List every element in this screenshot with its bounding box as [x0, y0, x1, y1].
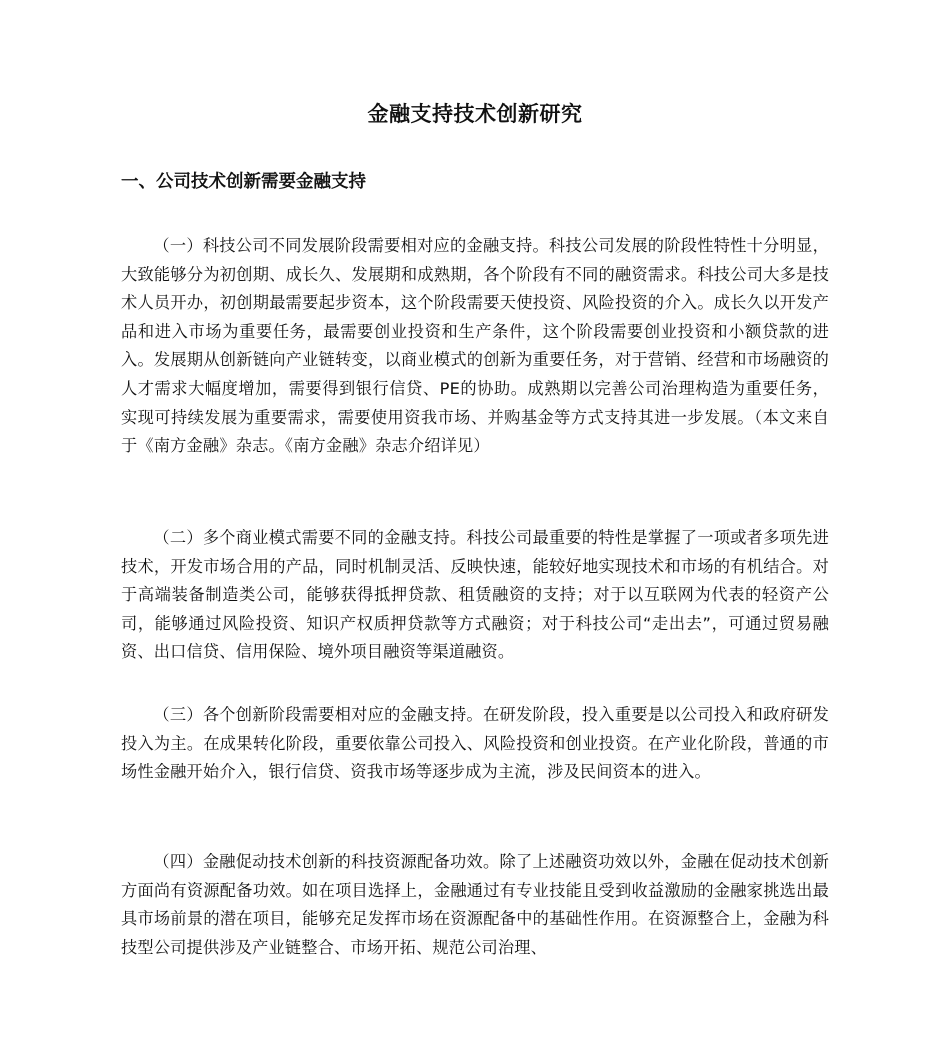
paragraph-4: （四）金融促动技术创新的科技资源配备功效。除了上述融资功效以外，金融在促动技术创新方面尚有资源配备功效。如在项目选择上，金融通过有专业技能且受到收益激励的金融家挑选出最具市场前景的潜在项目，能够充足发挥市场在资源配备中的基础性作用。在资源整合上，金融为科技型公司提供涉及产业链整合、市场开拓、规范公司治理、	[121, 852, 829, 957]
paragraph-3: （三）各个创新阶段需要相对应的金融支持。在研发阶段，投入重要是以公司投入和政府研发投入为主。在成果转化阶段，重要依靠公司投入、风险投资和创业投资。在产业化阶段，普通的市场性金融开始介入，银行信贷、资我市场等逐步成为主流，涉及民间资本的进入。	[121, 705, 829, 782]
section-heading: 一、公司技术创新需要金融支持	[121, 172, 366, 192]
paragraph-1: （一）科技公司不同发展阶段需要相对应的金融支持。科技公司发展的阶段性特性十分明显，大致能够分为初创期、成长久、发展期和成熟期，各个阶段有不同的融资需求。科技公司大多是技术人员开办，初创期最需要起步资本，这个阶段需要天使投资、风险投资的介入。成长久以开发产品和进入市场为重要任务，最需要创业投资和生产条件，这个阶段需要创业投资和小额贷款的进入。发展期从创新链向产业链转变，以商业模式的创新为重要任务，对于营销、经营和市场融资的人才需求大幅度增加，需要得到银行信贷、PE的协助。成熟期以完善公司治理构造为重要任务，实现可持续发展为重要需求，需要使用资我市场、并购基金等方式支持其进一步发展。（本文来自于《南方金融》杂志。《南方金融》杂志介绍详见）	[121, 236, 829, 456]
paragraph-2: （二）多个商业模式需要不同的金融支持。科技公司最重要的特性是掌握了一项或者多项先进技术，开发市场合用的产品，同时机制灵活、反映快速，能较好地实现技术和市场的有机结合。对于高端装备制造类公司，能够获得抵押贷款、租赁融资的支持；对于以互联网为代表的轻资产公司，能够通过风险投资、知识产权质押贷款等方式融资；对于科技公司“走出去”，可通过贸易融资、出口信贷、信用保险、境外项目融资等渠道融资。	[121, 528, 829, 662]
document-title: 金融支持技术创新研究	[367, 102, 583, 126]
